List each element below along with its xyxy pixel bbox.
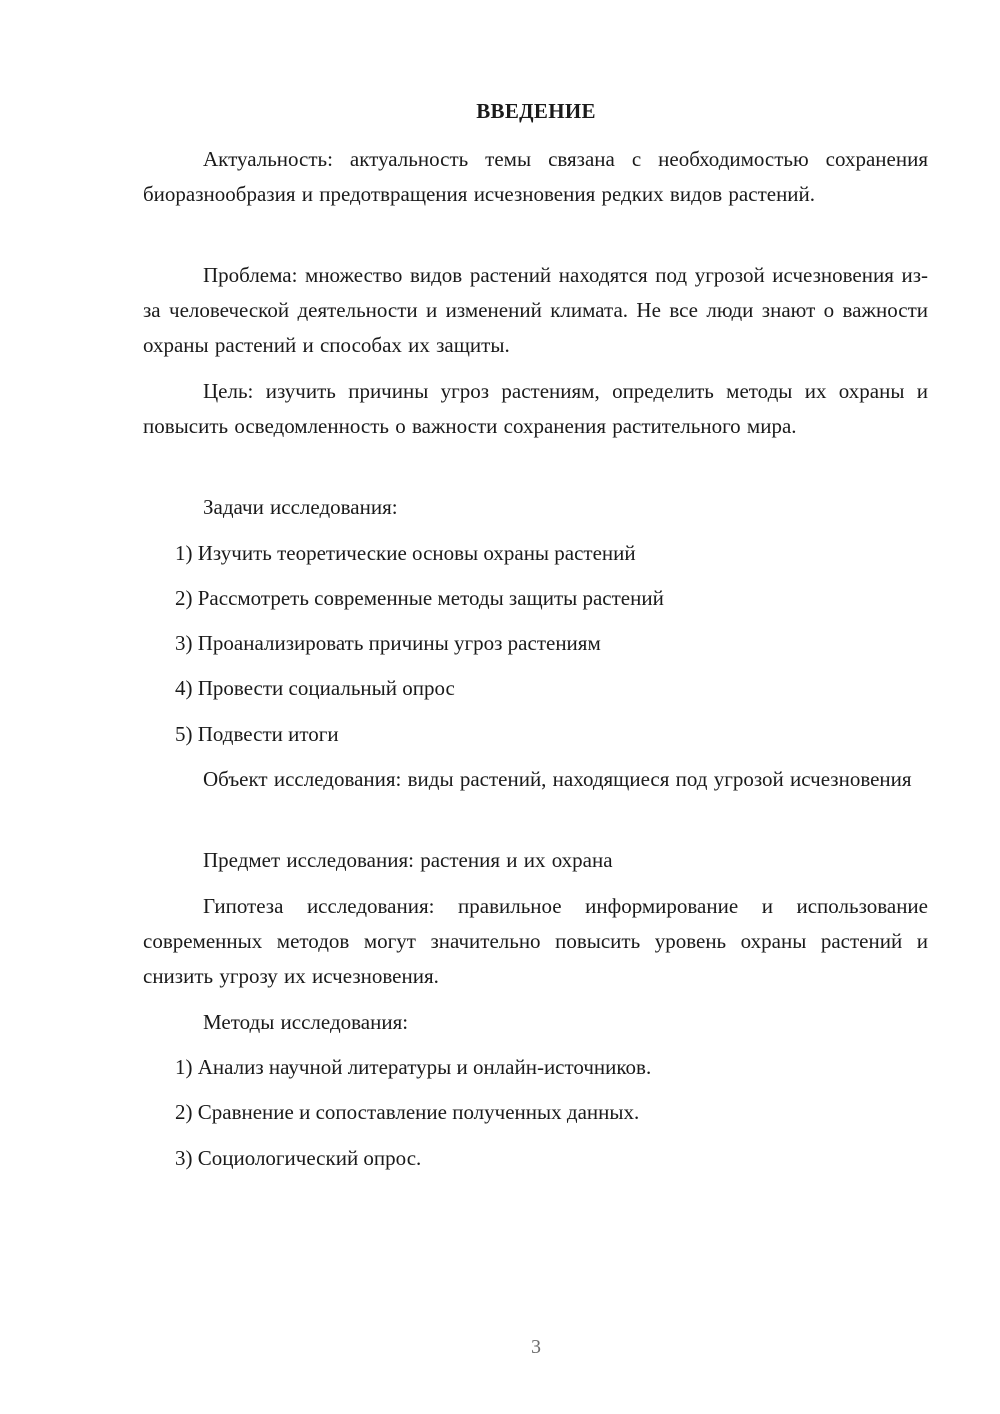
page-title: ВВЕДЕНИЕ — [476, 99, 596, 123]
method-item: 3) Социологический опрос. — [175, 1146, 422, 1170]
goal-paragraph: Цель: изучить причины угроз растениям, определить методы их охраны и повысить осведомленность о важности сохранения растительного мира. — [143, 379, 928, 438]
task-item: 2) Рассмотреть современные методы защиты растений — [175, 586, 664, 610]
method-item: 1) Анализ научной литературы и онлайн-источников. — [175, 1055, 652, 1079]
task-item: 3) Проанализировать причины угроз растениям — [175, 631, 601, 655]
relevance-paragraph: Актуальность: актуальность темы связана с необходимостью сохранения биоразнообразия и предотвращения исчезновения редких видов растений. — [143, 147, 928, 206]
problem-paragraph: Проблема: множество видов растений находятся под угрозой исчезновения из-за человеческой деятельности и изменений климата. Не все люди знают о важности охраны растений и способах их защиты. — [143, 263, 928, 357]
methods-heading: Методы исследования: — [203, 1010, 409, 1034]
method-item: 2) Сравнение и сопоставление полученных данных. — [175, 1100, 640, 1124]
task-item: 4) Провести социальный опрос — [175, 676, 455, 700]
hypothesis-paragraph: Гипотеза исследования: правильное информирование и использование современных методов могут значительно повысить уровень охраны растений и снизить угрозу их исчезновения. — [143, 894, 928, 988]
subject-paragraph: Предмет исследования: растения и их охрана — [203, 848, 613, 872]
task-item: 1) Изучить теоретические основы охраны растений — [175, 541, 636, 565]
page-number: 3 — [531, 1336, 541, 1358]
task-item: 5) Подвести итоги — [175, 722, 339, 746]
object-paragraph: Объект исследования: виды растений, находящиеся под угрозой исчезновения — [203, 767, 912, 791]
tasks-heading: Задачи исследования: — [203, 495, 398, 519]
